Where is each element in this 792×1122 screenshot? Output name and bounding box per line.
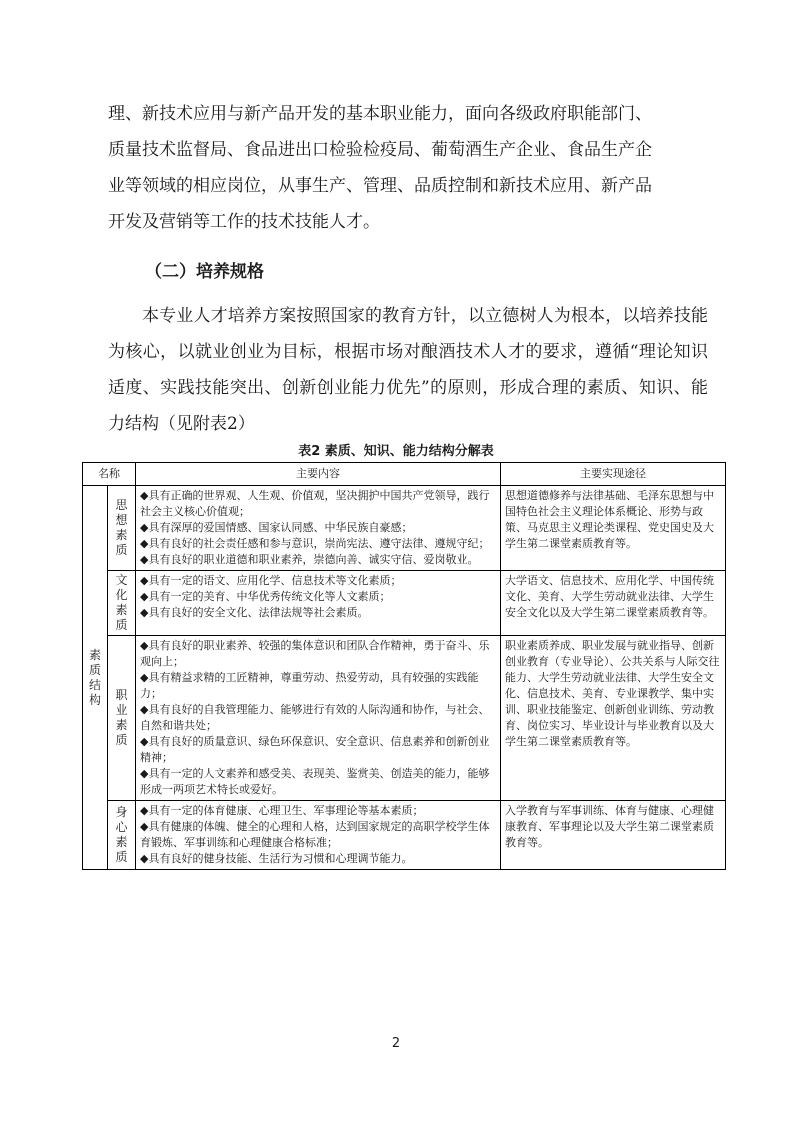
content-item: ◆具有良好的职业素养、较强的集体意识和团队合作精神，勇于奋斗、乐观向上；: [140, 639, 490, 668]
body-paragraph: [108, 298, 708, 442]
content-item: ◆具有健康的体魄、健全的心理和人格，达到国家规定的高职学校学生体育锻炼、军事训练和心理健康合格标准；: [140, 820, 490, 849]
content-item: ◆具有深厚的爱国情感、国家认同感、中华民族自豪感；: [140, 521, 413, 534]
group-label: [83, 486, 108, 870]
header-content: 主要内容: [136, 463, 501, 486]
path-cell: 入学教育与军事训练、体育与健康、心理健康教育、军事理论以及大学生第二课堂素质教育等。: [501, 801, 726, 870]
content-item: ◆具有良好的职业道德和职业素养，崇德向善、诚实守信、爱岗敬业。: [140, 553, 479, 566]
content-cell: [136, 571, 501, 636]
content-item: ◆具有一定的语文、应用化学、信息技术等文化素质；: [140, 574, 402, 587]
sub-label: [108, 636, 136, 801]
header-name: 名称: [83, 463, 136, 486]
content-item: ◆具有一定的美育、中华优秀传统文化等人文素质；: [140, 590, 391, 603]
text-line: 开发及营销等工作的技术技能人才。: [108, 212, 380, 232]
page-number: 2: [391, 1036, 401, 1051]
content-item: ◆具有一定的体育健康、心理卫生、军事理论等基本素质；: [140, 804, 424, 817]
table-row: [83, 801, 726, 870]
table-row: [83, 571, 726, 636]
path-cell: 职业素质养成、职业发展与就业指导、创新创业教育（专业导论）、公共关系与人际交往能力、大学生劳动就业法律、大学生安全文化、信息技术、美育、专业课教学、集中实训、职业技能鉴定、创新创业训练、劳动教育、岗位实习、毕业设计与毕业教育以及大学生第二课堂素质教育等。: [501, 636, 726, 801]
content-item: ◆具有良好的社会责任感和参与意识，崇尚宪法、遵守法律、遵规守纪；: [140, 537, 490, 550]
table-caption: 表2 素质、知识、能力结构分解表: [298, 444, 494, 459]
intro-paragraph: [108, 96, 708, 240]
sub-label: [108, 801, 136, 870]
content-cell: [136, 801, 501, 870]
table-header-row: [83, 463, 726, 486]
content-item: ◆具有一定的人文素养和感受美、表现美、鉴赏美、创造美的能力，能够形成一两项艺术特长或爱好。: [140, 767, 490, 796]
paragraph-text: 本专业人才培养方案按照国家的教育方针，以立德树人为根本，以培养技能为核心，以就业创业为目标，根据市场对酿酒技术人才的要求，遵循“理论知识适度、实践技能突出、创新创业能力优先”的原则，形成合理的素质、知识、能力结构（见附表2）: [108, 306, 708, 434]
sub-label: [108, 486, 136, 571]
sub-label-text: 文化素质: [115, 573, 128, 632]
sub-label-text: 身心素质: [115, 805, 128, 864]
text-line: 业等领域的相应岗位，从事生产、管理、品质控制和新技术应用、新产品: [108, 176, 652, 196]
text-line: 理、新技术应用与新产品开发的基本职业能力，面向各级政府职能部门、: [108, 104, 652, 124]
content-item: ◆具有良好的质量意识、绿色环保意识、安全意识、信息素养和创新创业精神；: [140, 735, 490, 764]
sub-label-text: 思想素质: [115, 498, 128, 557]
header-path: 主要实现途径: [501, 463, 726, 486]
structure-table: [82, 462, 726, 870]
table-row: [83, 636, 726, 801]
text-line: 质量技术监督局、食品进出口检验检疫局、葡萄酒生产企业、食品生产企: [108, 140, 652, 160]
content-item: ◆具有良好的健身技能、生活行为习惯和心理调节能力。: [140, 852, 413, 865]
content-item: ◆具有良好的自我管理能力、能够进行有效的人际沟通和协作，与社会、自然和谐共处；: [140, 703, 490, 732]
path-cell: 大学语文、信息技术、应用化学、中国传统文化、美育、大学生劳动就业法律、大学生安全文化以及大学生第二课堂素质教育等。: [501, 571, 726, 636]
group-text: 素质结构: [88, 647, 101, 707]
path-cell: 思想道德修养与法律基础、毛泽东思想与中国特色社会主义理论体系概论、形势与政策、马克思主义理论类课程、党史国史及大学生第二课堂素质教育等。: [501, 486, 726, 571]
table-row: [83, 486, 726, 571]
sub-label-text: 职业素质: [115, 688, 128, 747]
content-cell: [136, 486, 501, 571]
content-item: ◆具有精益求精的工匠精神，尊重劳动、热爱劳动，具有较强的实践能力；: [140, 671, 479, 700]
sub-label: [108, 571, 136, 636]
content-item: ◆具有良好的安全文化、法律法规等社会素质。: [140, 606, 369, 619]
content-item: ◆具有正确的世界观、人生观、价值观，坚决拥护中国共产党领导，践行社会主义核心价值观；: [140, 489, 490, 518]
section-heading: （二）培养规格: [145, 262, 264, 282]
content-cell: [136, 636, 501, 801]
